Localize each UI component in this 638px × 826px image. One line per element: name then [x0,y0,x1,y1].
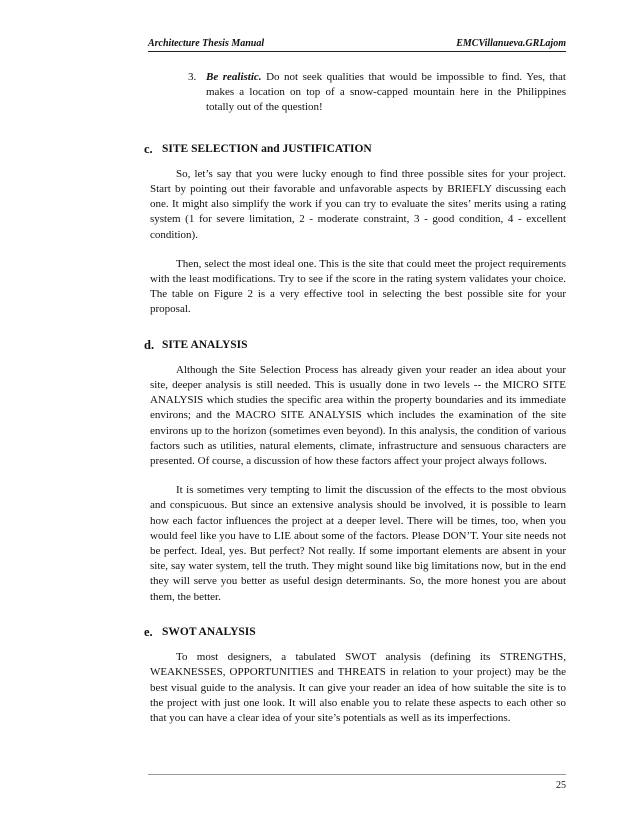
list-item-lead: Be realistic. [206,71,262,83]
header-title: Architecture Thesis Manual [148,38,265,49]
paragraph: Then, select the most ideal one. This is the site that could meet the project requirements with the least modifications. Try to see if the score in the rating system validates your choice. The table on Figure 2 is a very effective tool in selecting the best possible site for your proposal. [150,257,566,316]
section-swot-analysis [146,625,566,726]
header-authors: EMCVillanueva.GRLajom [456,38,566,49]
section-letter: e. [144,624,153,639]
list-item-3 [188,70,566,116]
section-site-analysis [146,338,566,605]
paragraph: Although the Site Selection Process has already given your reader an idea about your site, deeper analysis is still needed. This is usually done in two levels -- the MICRO SITE ANALYSIS which studies the specific area within the property boundaries and its immediate environs; and the MACRO SITE ANALYSIS which includes the examination of the site environs up to the horizon (sometimes even beyond). In this analysis, the condition of various factors such as utilities, natural elements, climate, infrastructure and sensuous characters are presented. Of course, a discussion of how these factors affect your project always follows. [150,363,566,468]
list-item-body: Do not seek qualities that would be impossible to find. Yes, that makes a location on top of a snow-capped mountain here in the Philippines totally out of the question! [206,71,566,114]
section-heading [144,625,566,640]
section-title: SWOT ANALYSIS [162,625,256,638]
section-letter: d. [144,337,155,352]
paragraph: To most designers, a tabulated SWOT analysis (defining its STRENGTHS, WEAKNESSES, OPPORTUNITIES and THREATS in relation to your project) may be the best visual guide to the analysis. It can give your reader an idea of how suitable the site is to the project with just one look. It will also enable you to relate these aspects to each other so that you can have a clear idea of your site’s potentials as well as its imperfections. [150,651,566,724]
section-title: SITE ANALYSIS [162,338,248,351]
page-number: 25 [556,780,566,791]
running-header [148,38,566,52]
list-item-text [206,70,566,116]
paragraph: So, let’s say that you were lucky enough to find three possible sites for your project. Start by pointing out their favorable and unfavorable aspects by BRIEFLY discussing each one. It might also simplify the work if you can try to evaluate the sites’ merits using a rating system (1 for severe limitation, 2 - moderate constraint, 3 - good condition, 4 - excellent condition). [150,167,566,241]
section-letter: c. [144,141,153,156]
section-heading [144,338,566,353]
section-site-selection [146,142,566,318]
page-content [146,70,566,726]
paragraph: It is sometimes very tempting to limit the discussion of the effects to the most obvious and conspicuous. But since an extensive analysis should be involved, it is possible to learn how each factor influences the project at a deeper level. There will be times, too, when you would feel like you have to LIE about some of the factors. Please DON’T. Your site needs not be perfect. Ideal, yes. But perfect? Not really. If some important elements are absent in your site, say water system, tell the truth. They might sound like big limitations now, but in the end they will serve you better as useful design determinants. So, the more honest you are about them, the better. [150,484,566,603]
section-heading [144,142,566,157]
list-item-number: 3. [188,71,197,83]
section-title: SITE SELECTION and JUSTIFICATION [162,142,372,155]
page-footer [148,774,566,791]
